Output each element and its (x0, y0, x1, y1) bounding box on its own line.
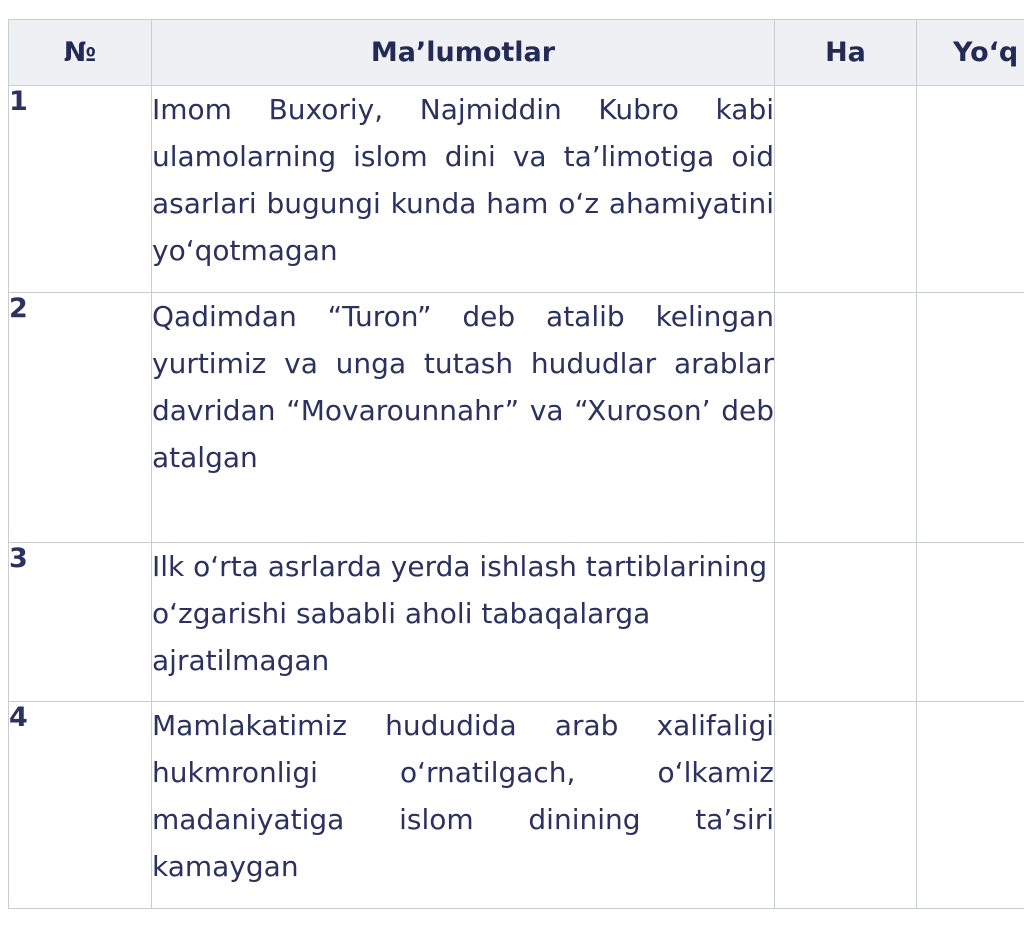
answer-cell-no[interactable] (917, 293, 1024, 543)
row-number: 3 (9, 543, 152, 702)
true-false-table (8, 19, 1024, 909)
answer-cell-no[interactable] (917, 86, 1024, 293)
table-row (9, 543, 1024, 702)
answer-cell-yes[interactable] (775, 293, 917, 543)
header-number: № (9, 20, 152, 86)
answer-cell-no[interactable] (917, 702, 1024, 909)
header-info: Ma’lumotlar (152, 20, 775, 86)
table-header-row (9, 20, 1024, 86)
answer-cell-no[interactable] (917, 543, 1024, 702)
table-row (9, 293, 1024, 543)
row-number: 1 (9, 86, 152, 293)
header-no: Yo‘q (917, 20, 1024, 86)
row-statement: Mamlakatimiz hududida arab xalifaligi hukmronligi o‘rnatilgach, o‘lkamiz madaniyatiga islom dinining ta’siri kamaygan (152, 702, 775, 909)
row-statement: Ilk o‘rta asrlarda yerda ishlash tartiblarining o‘zgarishi sababli aholi tabaqalarga ajratilmagan (152, 543, 775, 702)
header-yes: Ha (775, 20, 917, 86)
row-statement: Imom Buxoriy, Najmiddin Kubro kabi ulamolarning islom dini va ta’limotiga oid asarlari bugungi kunda ham o‘z ahamiyatini yo‘qotmagan (152, 86, 775, 293)
answer-cell-yes[interactable] (775, 702, 917, 909)
table-row (9, 86, 1024, 293)
row-number: 4 (9, 702, 152, 909)
answer-cell-yes[interactable] (775, 86, 917, 293)
row-number: 2 (9, 293, 152, 543)
row-statement: Qadimdan “Turon” deb atalib kelingan yurtimiz va unga tutash hududlar arablar davridan “Movarounnahr” va “Xuroson’ deb atalgan (152, 293, 775, 543)
answer-cell-yes[interactable] (775, 543, 917, 702)
table-row (9, 702, 1024, 909)
